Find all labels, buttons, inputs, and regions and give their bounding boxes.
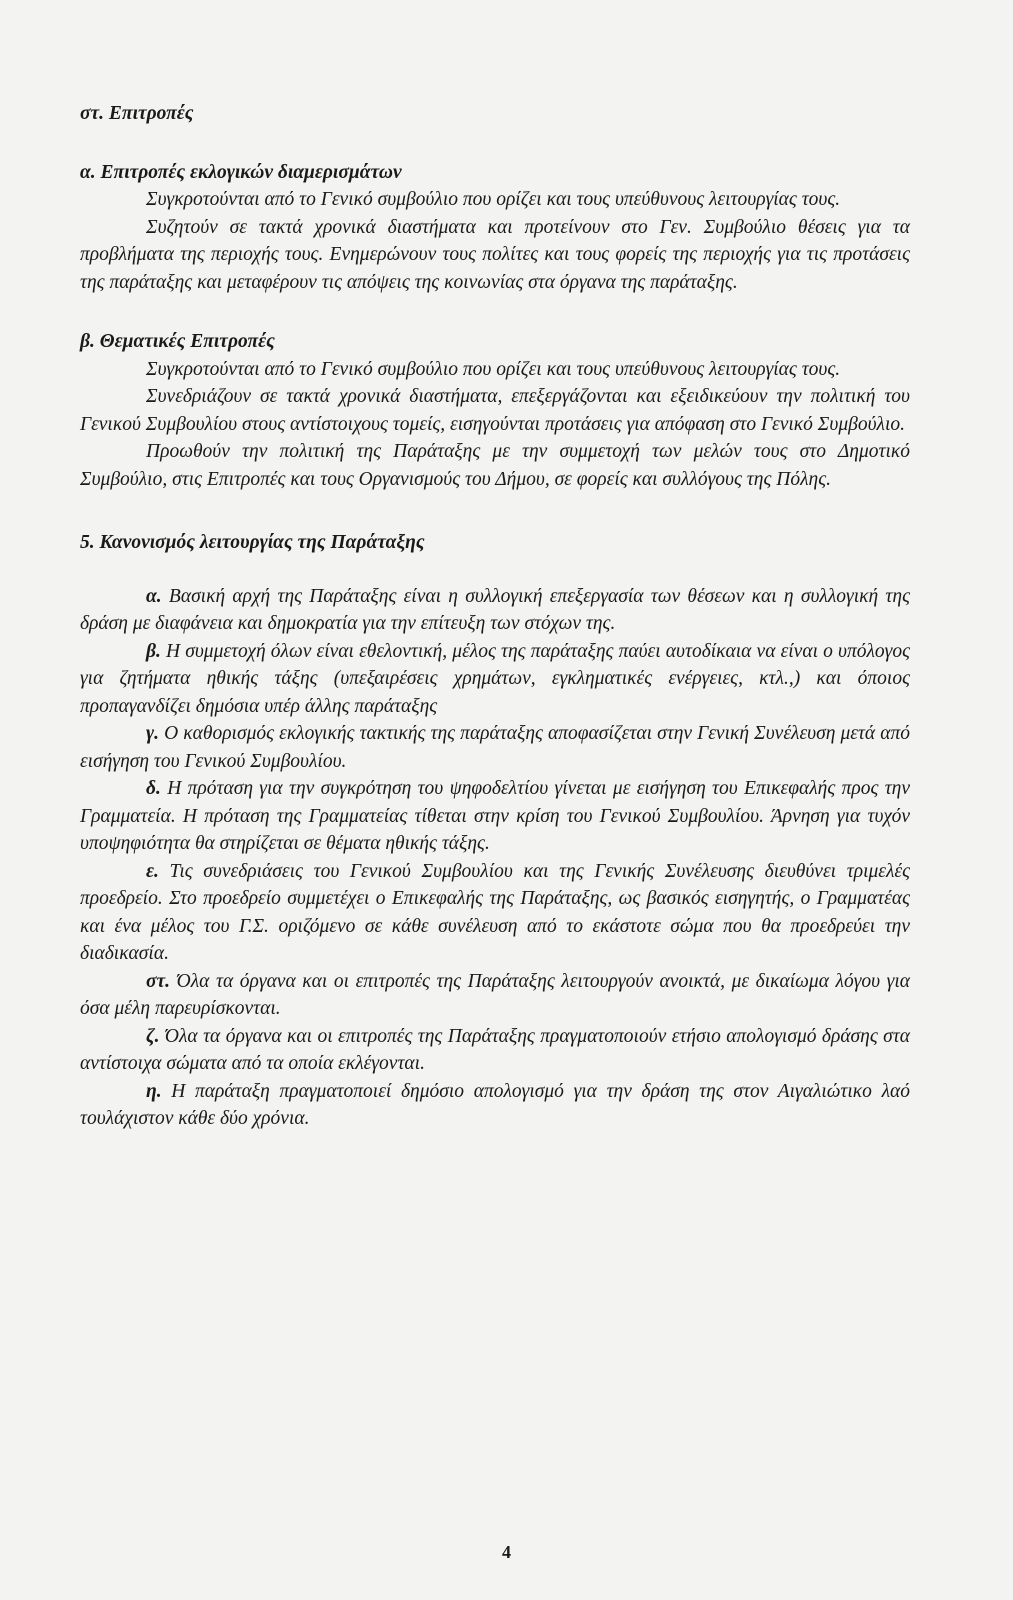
rule-label: ζ. xyxy=(146,1025,160,1047)
rule-item xyxy=(80,638,910,721)
rule-text: Η πρόταση για την συγκρότηση του ψηφοδελτίου γίνεται με εισήγηση του Επικεφαλής προς την Γραμματεία. Η πρόταση της Γραμματείας τίθεται στην κρίση του Γενικού Συμβουλίου. Άρνηση για τυχόν υποψηφιότητα θα στηρίζεται σε θέματα ηθικής τάξης. xyxy=(80,778,910,854)
rules-list xyxy=(80,583,910,1133)
subsection-b-paragraph-2: Συνεδριάζουν σε τακτά χρονικά διαστήματα, επεξεργάζονται και εξειδικεύουν την πολιτική του Γενικού Συμβουλίου στους αντίστοιχους τομείς, εισηγούνται προτάσεις για απόφαση στο Γενικό Συμβούλιο. xyxy=(80,386,910,435)
rule-label: γ. xyxy=(146,723,159,744)
rule-label: ε. xyxy=(146,860,159,882)
page-content xyxy=(80,100,910,1133)
rule-text: Η συμμετοχή όλων είναι εθελοντική, μέλος της παράταξης παύει αυτοδίκαια να είναι ο υπόλογος για ζητήματα ηθικής τάξης (υπεξαιρέσεις χρημάτων, εγκληματικές ενέργειες, κτλ.,) και όποιος προπαγανδίζει δημόσια υπέρ άλλης παράταξης xyxy=(80,640,911,717)
rule-label: δ. xyxy=(146,778,161,799)
page-number: 4 xyxy=(502,1542,511,1562)
rule-text: Όλα τα όργανα και οι επιτροπές της Παράταξης πραγματοποιούν ετήσιο απολογισμό δράσης στα αντίστοιχα σώματα από τα οποία εκλέγονται. xyxy=(80,1025,911,1074)
subsection-b-paragraph-1: Συγκροτούνται από το Γενικό συμβούλιο που ορίζει και τους υπεύθυνους λειτουργίας τους. xyxy=(146,358,841,380)
rule-text: Τις συνεδριάσεις του Γενικού Συμβουλίου και της Γενικής Συνέλευσης διευθύνει τριμελές προεδρείο. Στο προεδρείο συμμετέχει ο Επικεφαλής της Παράταξης, ως βασικός εισηγητής, ο Γραμματέας και ένα μέλος του Γ.Σ. οριζόμενο σε κάθε συνέλευση από το εκάστοτε σώμα που θα προεδρεύει την διαδικασία. xyxy=(80,860,911,964)
rule-item xyxy=(80,858,910,968)
section-5-title: 5. Κανονισμός λειτουργίας της Παράταξης xyxy=(80,532,425,553)
rule-label: η. xyxy=(146,1080,162,1102)
rule-label: στ. xyxy=(146,970,171,992)
rule-label: β. xyxy=(146,640,161,662)
subsection-a-paragraph-2: Συζητούν σε τακτά χρονικά διαστήματα και προτείνουν στο Γεν. Συμβούλιο θέσεις για τα προβλήματα της περιοχής τους. Ενημερώνουν τους πολίτες και τους φορείς της περιοχής για τις προτάσεις της παράταξης και μεταφέρουν τις απόψεις της κοινωνίας στα όργανα της παράταξης. xyxy=(80,216,910,293)
rule-text: Η παράταξη πραγματοποιεί δημόσιο απολογισμό για την δράση της στον Αιγαλιώτικο λαό τουλάχιστον κάθε δύο χρόνια. xyxy=(80,1080,911,1129)
subsection-b-paragraph-3: Προωθούν την πολιτική της Παράταξης με την συμμετοχή των μελών τους στο Δημοτικό Συμβούλιο, στις Επιτροπές και τους Οργανισμούς του Δήμου, σε φορείς και συλλόγους της Πόλης. xyxy=(80,441,910,490)
rule-text: Βασική αρχή της Παράταξης είναι η συλλογική επεξεργασία των θέσεων και η συλλογική της δράση με διαφάνεια και δημοκρατία για την επίτευξη των στόχων της. xyxy=(80,585,910,634)
subsection-b-title: β. Θεματικές Επιτροπές xyxy=(80,331,275,352)
rule-item xyxy=(80,1023,910,1078)
subsection-a-paragraph-1: Συγκροτούνται από το Γενικό συμβούλιο που ορίζει και τους υπεύθυνους λειτουργίας τους. xyxy=(146,189,841,210)
rule-item xyxy=(80,968,910,1023)
section-st-title: στ. Επιτροπές xyxy=(80,103,194,124)
rule-label: α. xyxy=(146,585,162,607)
rule-item xyxy=(80,583,910,638)
rule-item xyxy=(80,1078,910,1133)
subsection-a-title: α. Επιτροπές εκλογικών διαμερισμάτων xyxy=(80,161,402,183)
rule-text: Ο καθορισμός εκλογικής τακτικής της παράταξης αποφασίζεται στην Γενική Συνέλευση μετά από εισήγηση του Γενικού Συμβουλίου. xyxy=(80,723,910,772)
rule-text: Όλα τα όργανα και οι επιτροπές της Παράταξης λειτουργούν ανοικτά, με δικαίωμα λόγου για όσα μέλη παρευρίσκονται. xyxy=(80,970,911,1019)
rule-item xyxy=(80,775,910,858)
rule-item xyxy=(80,720,910,775)
